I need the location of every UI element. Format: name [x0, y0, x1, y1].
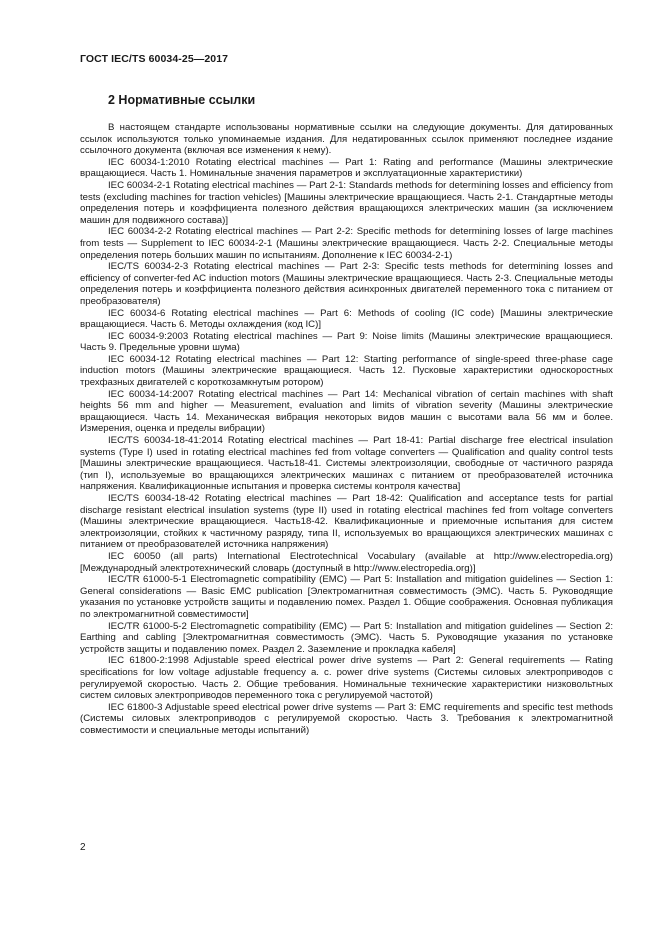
- reference-item: IEC 60034-9:2003 Rotating electrical machines — Part 9: Noise limits (Машины электрические вращающиеся. Часть 9. Предельные уровни шума): [80, 330, 613, 354]
- reference-item: IEC 61800-2:1998 Adjustable speed electrical power drive systems — Part 2: General requirements — Rating specifications for low voltage adjustable frequency a. c. power drive systems (Системы силовых электроприводов с регулируемой скоростью. Часть 2. Общие требования. Номинальные технические характеристики низковольтных систем силовых электроприводов переменного тока с регулируемой частотой): [80, 655, 613, 702]
- section-title: 2 Нормативные ссылки: [108, 93, 256, 107]
- reference-item: IEC 60034-1:2010 Rotating electrical machines — Part 1: Rating and performance (Машины электрические вращающиеся. Часть 1. Номинальные значения параметров и эксплуатационные характеристики): [80, 156, 613, 180]
- page-number: 2: [80, 842, 86, 853]
- reference-item: IEC 60050 (all parts) International Electrotechnical Vocabulary (available at http://www.electropedia.org) [Международный электротехнический словарь (доступный в http://www.electropedia.org)]: [80, 550, 613, 574]
- normative-references-body: [80, 122, 613, 736]
- reference-item: IEC 60034-12 Rotating electrical machines — Part 12: Starting performance of single-speed three-phase cage induction motors (Машины электрические вращающиеся. Часть 12. Пусковые характеристики односкоростных трехфазных двигателей с короткозамкнутым ротором): [80, 353, 613, 389]
- document-header: ГОСТ IEC/TS 60034-25—2017: [80, 53, 229, 65]
- reference-item: IEC 61800-3 Adjustable speed electrical power drive systems — Part 3: EMC requirements and specific test methods (Системы силовых электроприводов с регулируемой скоростью. Часть 3. Требования к электромагнитной совместимости и специальные методы испытаний): [80, 701, 613, 736]
- reference-item: IEC 60034-2-2 Rotating electrical machines — Part 2-2: Specific methods for determining losses of large machines from tests — Supplement to IEC 60034-2-1 (Машины электрические вращающиеся. Часть 2-2. Специальные методы определения потерь больших машин по испытаниям. Дополнение к IEC 60034-2-1): [80, 226, 613, 261]
- reference-item: IEC 60034-2-1 Rotating electrical machines — Part 2-1: Standards methods for determining losses and efficiency from tests (excluding machines for traction vehicles) [Машины электрические вращающиеся. Часть 2-1. Стандартные методы определения потерь и коэффициента полезного действия вращающихся электрических машин (за исключением машин для подвижного состава)]: [80, 179, 613, 226]
- reference-item: IEC 60034-14:2007 Rotating electrical machines — Part 14: Mechanical vibration of certain machines with shaft heights 56 mm and higher — Measurement, evaluation and limits of vibration severity (Машины электрические вращающиеся. Часть 14. Механическая вибрация некоторых видов машин с высотами вала 56 мм и более. Измерения, оценка и пределы вибрации): [80, 388, 613, 435]
- reference-item: IEC/TS 60034-18-42 Rotating electrical machines — Part 18-42: Qualification and acceptance tests for partial discharge resistant electrical insulation systems (type II) used in rotating electrical machines fed from voltage converters (Машины электрические вращающиеся. Часть18-42. Квалификационные и приемочные испытания для систем электроизоляции, стойких к частичному разряду, типа II, используемых во вращающихся электрических машинах с питанием от преобразователей источника напряжения): [80, 493, 613, 551]
- reference-item: IEC 60034-6 Rotating electrical machines — Part 6: Methods of cooling (IC code) [Машины электрические вращающиеся. Часть 6. Методы охлаждения (код IC)]: [80, 307, 613, 331]
- reference-item: IEC/TS 60034-2-3 Rotating electrical machines — Part 2-3: Specific tests methods for determining losses and efficiency of converter-fed AC induction motors (Машины электрические вращающиеся. Часть 2-3. Специальные методы определения потерь и коэффициента полезного действия асинхронных двигателей переменного тока с питанием от преобразователя): [80, 261, 613, 307]
- reference-item: IEC/TR 61000-5-1 Electromagnetic compatibility (EMC) — Part 5: Installation and mitigation guidelines — Section 1: General considerations — Basic EMC publication [Электромагнитная совместимость (ЭМС). Часть 5. Руководящие указания по установке устройств защиты и подавлению помех. Раздел 1. Общие соображения. Основная публикация по электромагнитной совместимости]: [80, 574, 613, 620]
- reference-item: IEC/TS 60034-18-41:2014 Rotating electrical machines — Part 18-41: Partial discharge free electrical insulation systems (Type I) used in rotating electrical machines fed from voltage converters — Qualification and quality control tests [Машины электрические вращающиеся. Часть18-41. Системы электроизоляции, свободные от частичного разряда (тип I), используемые во вращающихся электрических машинах с питанием от преобразователей источника напряжения. Квалификационные испытания и проверка системы контроля качества]: [80, 435, 613, 493]
- intro-paragraph: В настоящем стандарте использованы нормативные ссылки на следующие документы. Для датированных ссылок используются только упоминаемые издания. Для недатированных ссылок применяют последнее издание ссылочного документа (включая все изменения к нему).: [80, 122, 613, 157]
- reference-item: IEC/TR 61000-5-2 Electromagnetic compatibility (EMC) — Part 5: Installation and mitigation guidelines — Section 2: Earthing and cabling [Электромагнитная совместимость (ЭМС). Часть 5. Руководящие указания по установке устройств защиты и подавлению помех. Раздел 2. Заземление и прокладка кабеля]: [80, 620, 613, 655]
